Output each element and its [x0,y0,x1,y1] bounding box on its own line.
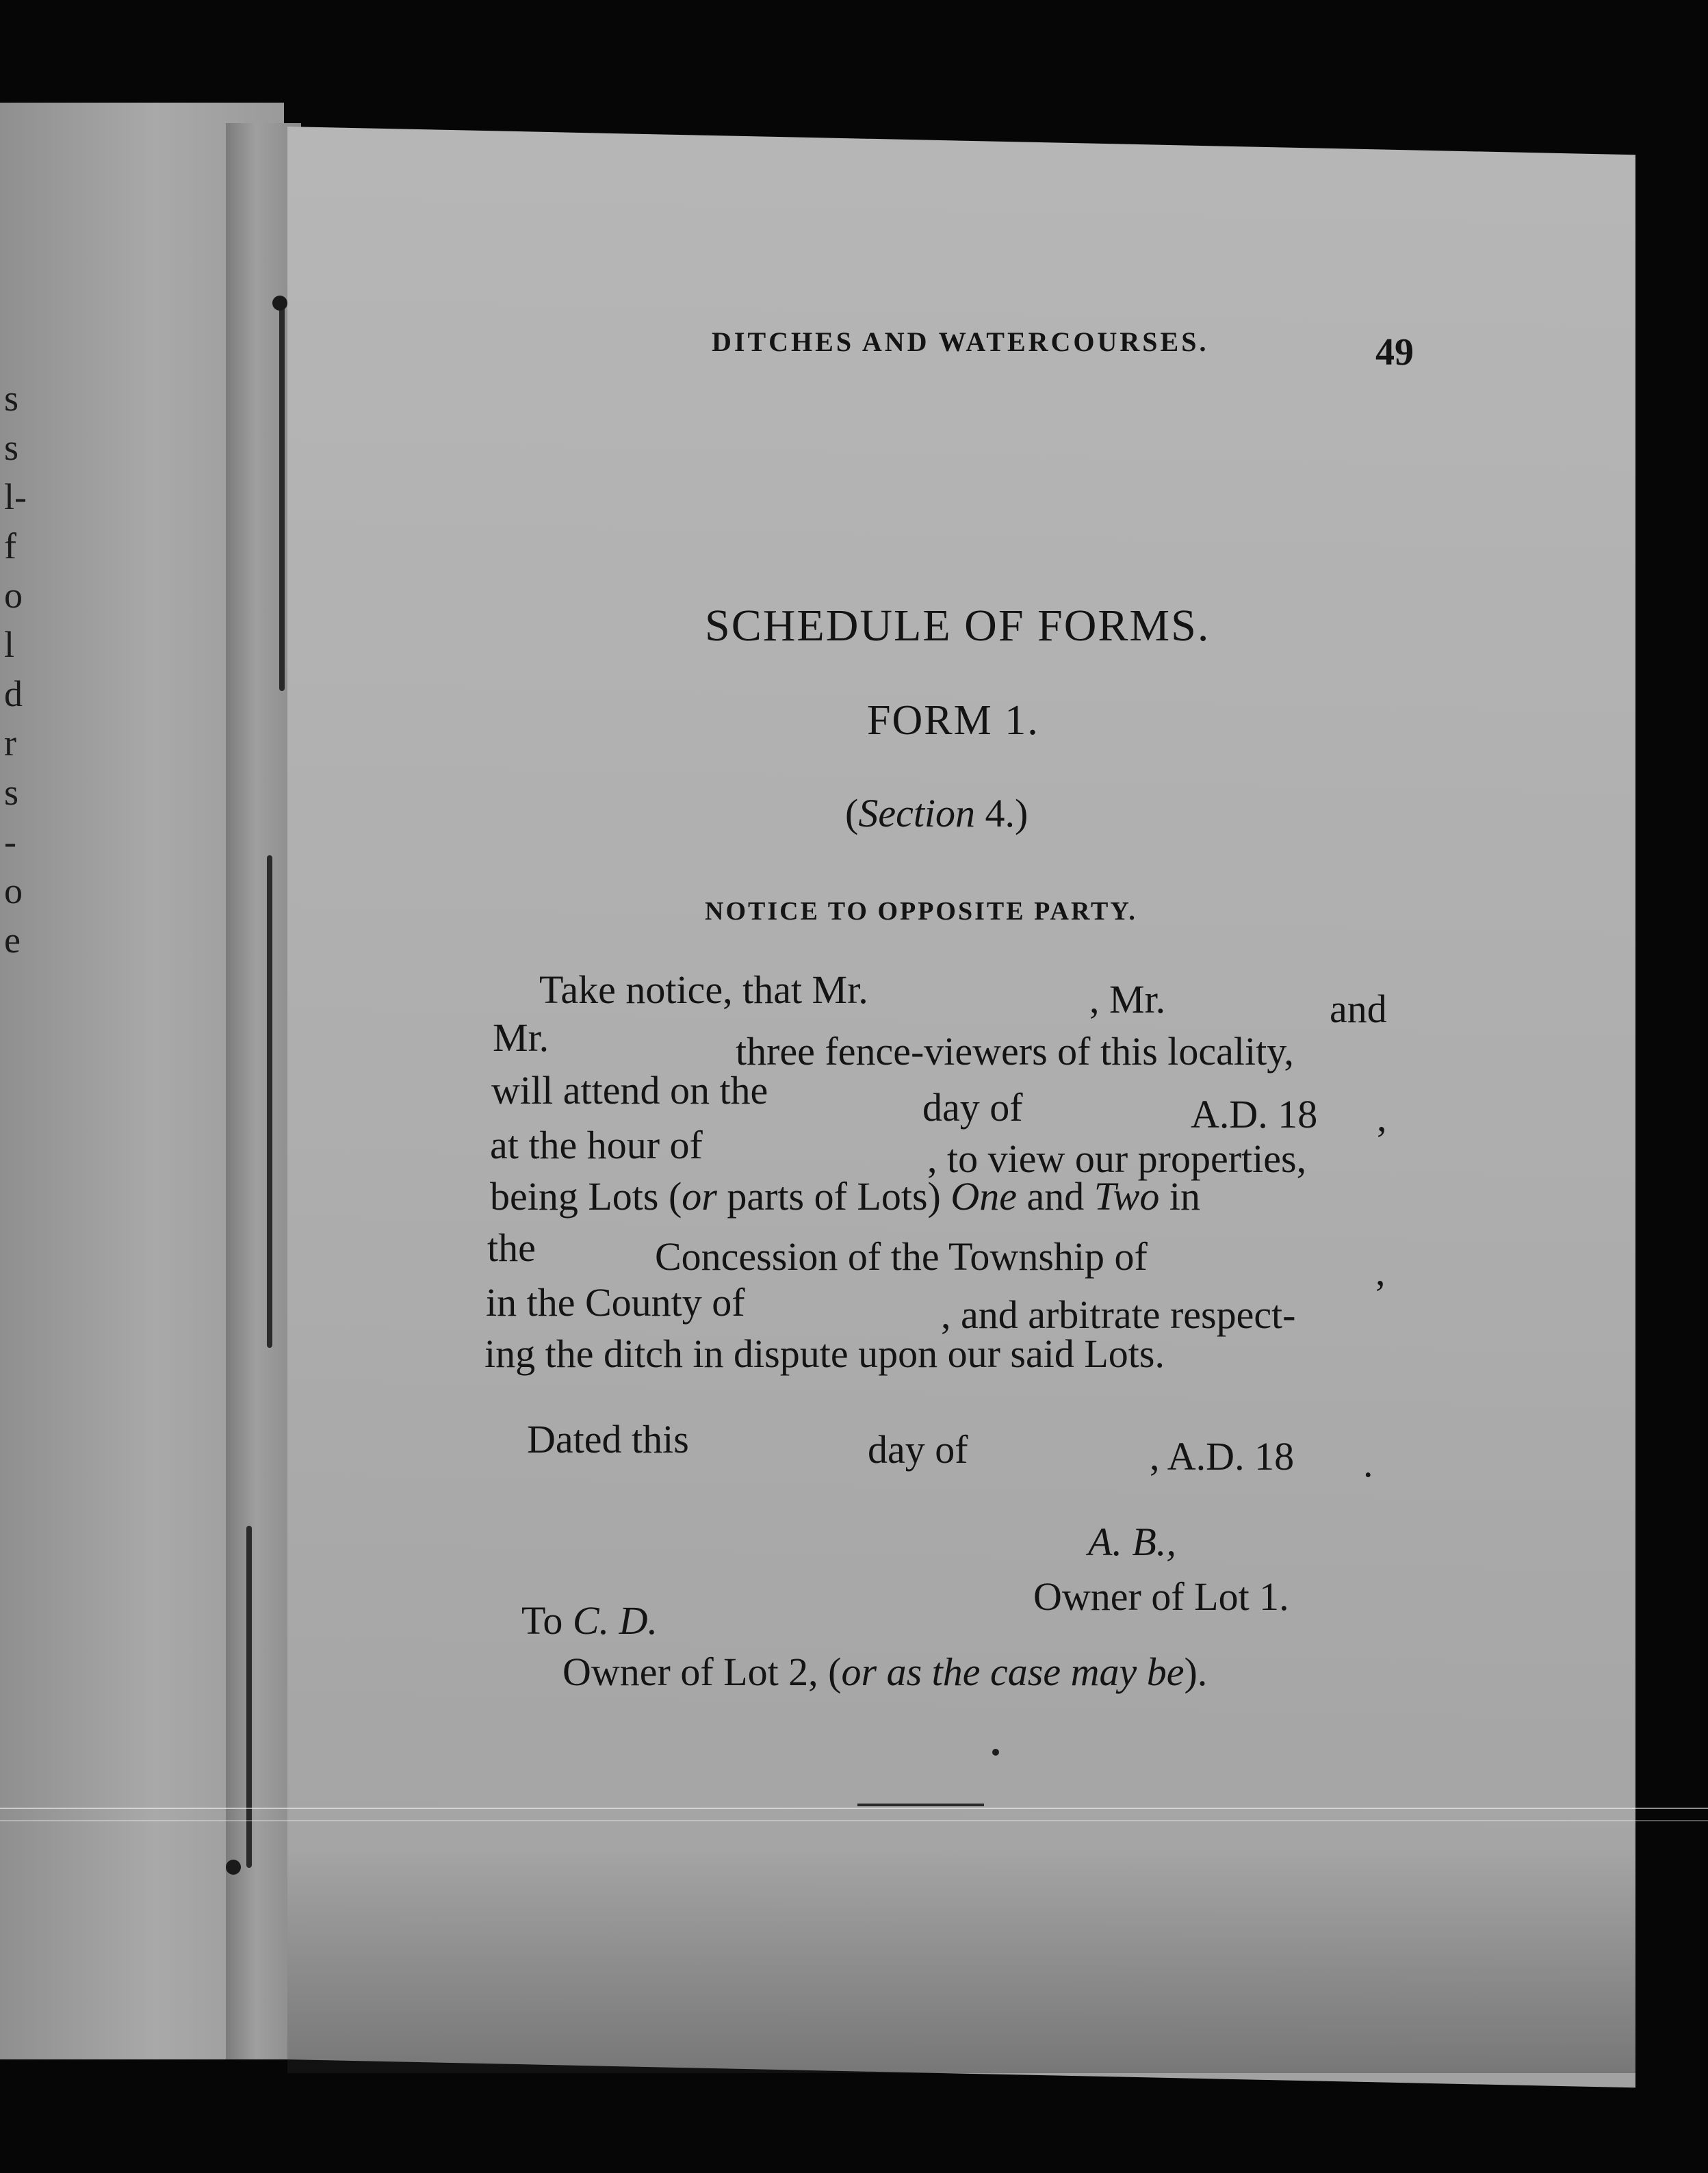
body-text: day of [922,1085,1023,1130]
addressee-name: C. D. [572,1598,658,1643]
body-text: in the County of [486,1280,745,1325]
body-fragment-italic: or [682,1174,717,1219]
body-text: at the hour of [490,1123,703,1167]
signature-name: A. B., [1088,1520,1176,1564]
left-page-fragment: l- [4,476,27,517]
left-page-fragment: d [4,673,23,714]
binding-stitch [267,855,272,1348]
body-text: , [1377,1095,1387,1140]
left-page-fragment: e [4,920,21,961]
body-text: and [1330,987,1387,1031]
body-text: , [1375,1249,1386,1294]
ornament-dot [992,1749,999,1756]
running-header: DITCHES AND WATERCOURSES. [712,326,1209,357]
body-text: Mr. [493,1015,549,1060]
form-title: FORM 1. [867,697,1039,744]
body-text: three fence-viewers of this locality, [736,1029,1294,1074]
body-fragment: parts of Lots) [716,1174,951,1219]
schedule-title: SCHEDULE OF FORMS. [705,601,1211,651]
section-reference [845,791,1028,835]
body-text: A.D. 18 [1191,1092,1318,1136]
left-page-fragment: o [4,870,23,911]
body-text [490,1174,1201,1219]
end-rule [857,1804,984,1806]
scan-artifact-line [0,1808,1708,1809]
owner-lot-2 [562,1652,1207,1692]
notice-heading: NOTICE TO OPPOSITE PARTY. [705,897,1137,926]
body-text: , and arbitrate respect- [941,1292,1296,1337]
body-fragment: being Lots ( [490,1174,682,1219]
left-page-fragment: f [4,525,16,567]
section-open: ( [845,791,859,835]
owner-lot-2-italic: or as the case may be [841,1650,1185,1694]
owner-lot-1: Owner of Lot 1. [1033,1574,1289,1619]
dated-year: , A.D. 18 [1150,1434,1295,1479]
body-text: Take notice, that Mr. [539,967,868,1012]
addressee-label: To [521,1598,563,1643]
left-page-fragment: l [4,624,15,665]
left-page-fragment: s [4,772,19,813]
stitch-knot [226,1860,241,1875]
stitch-knot [272,296,287,311]
owner-lot-2-text: Owner of Lot 2, ( [562,1650,842,1694]
body-text: will attend on the [491,1068,768,1112]
section-word: Section [858,791,976,835]
page-shadow [287,1847,1635,2073]
section-number: 4.) [975,791,1028,835]
addressee [521,1598,658,1643]
left-page-fragment: s [4,378,19,419]
left-page-fragment: - [4,821,16,862]
left-page-fragment: o [4,575,23,616]
left-page-fragment: s [4,427,19,468]
body-text: Concession of the Township of [655,1234,1148,1279]
scan-artifact-line [0,1820,1708,1821]
dated-label: Dated this [527,1417,689,1461]
body-fragment-italic: One [950,1174,1018,1219]
body-text: ing the ditch in dispute upon our said Lots. [484,1331,1165,1376]
owner-lot-2-close: ). [1184,1650,1208,1694]
body-text: , Mr. [1089,977,1166,1022]
body-fragment: and [1017,1174,1094,1219]
dated-day-of: day of [868,1427,968,1472]
page-number: 49 [1375,331,1414,374]
body-fragment-italic: Two [1094,1174,1160,1219]
binding-stitch [246,1526,252,1868]
body-text: , to view our properties, [927,1136,1307,1181]
binding-stitch [279,301,285,691]
left-page-fragment: r [4,723,16,764]
dated-period: . [1363,1441,1373,1485]
body-text: the [487,1225,536,1270]
body-fragment: in [1159,1174,1201,1219]
